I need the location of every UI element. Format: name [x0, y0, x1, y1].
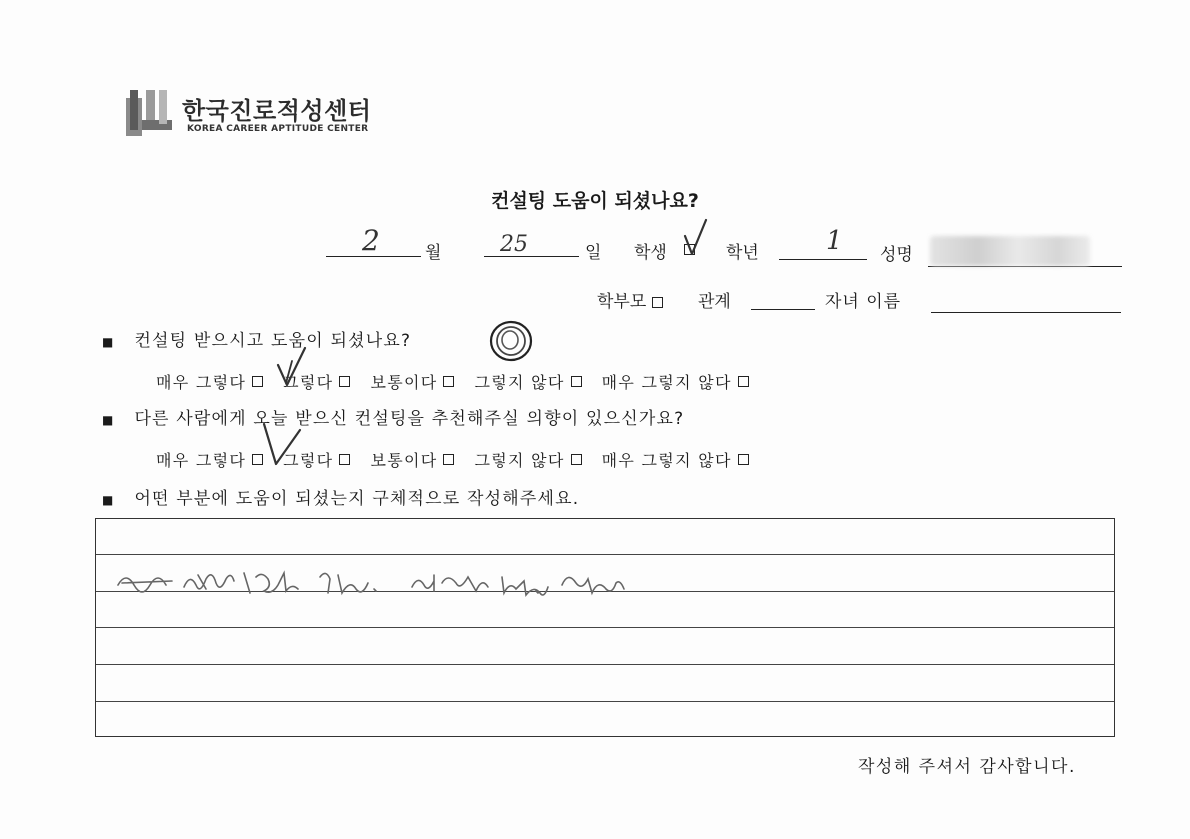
- q1-checkbox-3[interactable]: [443, 376, 454, 387]
- logo-name-korean: 한국진로적성센터: [182, 97, 372, 125]
- q2-checkbox-4[interactable]: [571, 454, 582, 465]
- checkmark-icon: [260, 420, 306, 468]
- bullet-icon: ■: [102, 413, 114, 427]
- q1-checkbox-5[interactable]: [738, 376, 749, 387]
- q2-checkbox-2[interactable]: [339, 454, 350, 465]
- q1-checkbox-1[interactable]: [252, 376, 263, 387]
- q2-option-very-agree[interactable]: 매우 그렇다: [156, 448, 263, 471]
- relation-label: 관계: [698, 292, 731, 312]
- q1-option-very-agree[interactable]: 매우 그렇다: [156, 370, 263, 393]
- bullet-icon: ■: [102, 335, 114, 349]
- q1-option-very-disagree[interactable]: 매우 그렇지 않다: [602, 370, 749, 393]
- grade-label: 학년: [726, 243, 759, 263]
- day-value[interactable]: 25: [500, 232, 528, 257]
- checkmark-icon: [274, 345, 310, 389]
- pencil-scribble-icon: [487, 318, 537, 364]
- redacted-name: [930, 236, 1090, 266]
- month-label: 월: [425, 243, 442, 263]
- form-title: 컨설팅 도움이 되셨나요?: [491, 190, 699, 212]
- answer-line: [96, 554, 1114, 555]
- q2-option-disagree[interactable]: 그렇지 않다: [474, 448, 581, 471]
- q2-checkbox-5[interactable]: [738, 454, 749, 465]
- q1-option-agree[interactable]: 그렇다: [283, 370, 350, 393]
- handwritten-answer-scribble: [116, 563, 656, 603]
- parent-label: 학부모: [597, 287, 663, 312]
- question-3-text: 어떤 부분에 도움이 되셨는지 구체적으로 작성해주세요.: [134, 489, 580, 509]
- day-label: 일: [585, 243, 602, 263]
- question-2-options: [156, 448, 749, 471]
- month-value[interactable]: 2: [362, 224, 380, 257]
- q1-option-neutral[interactable]: 보통이다: [370, 370, 454, 393]
- child-name-label: 자녀 이름: [825, 292, 902, 312]
- student-label: 학생: [634, 243, 667, 263]
- checkmark-icon: [682, 218, 708, 258]
- logo-name-english: KOREA CAREER APTITUDE CENTER: [187, 124, 369, 134]
- q2-checkbox-3[interactable]: [443, 454, 454, 465]
- answer-box[interactable]: [95, 518, 1115, 737]
- grade-value[interactable]: 1: [826, 226, 843, 256]
- answer-line: [96, 701, 1114, 702]
- q2-option-neutral[interactable]: 보통이다: [370, 448, 454, 471]
- q1-checkbox-4[interactable]: [571, 376, 582, 387]
- thanks-message: 작성해 주셔서 감사합니다.: [858, 757, 1076, 777]
- question-3: [102, 484, 579, 509]
- question-1-options: [156, 370, 749, 393]
- question-2: [102, 404, 684, 429]
- logo-mark-icon: [126, 90, 174, 136]
- name-label: 성명: [880, 245, 913, 265]
- bullet-icon: ■: [102, 493, 114, 507]
- q2-option-very-disagree[interactable]: 매우 그렇지 않다: [602, 448, 749, 471]
- question-1: [102, 326, 411, 351]
- relation-underline[interactable]: [751, 309, 815, 310]
- child-name-underline[interactable]: [931, 312, 1121, 313]
- day-underline: [484, 256, 579, 257]
- answer-line: [96, 664, 1114, 665]
- question-1-text: 컨설팅 받으시고 도움이 되셨나요?: [134, 331, 412, 351]
- q1-checkbox-2[interactable]: [339, 376, 350, 387]
- name-underline: [928, 266, 1122, 267]
- parent-checkbox[interactable]: [652, 297, 663, 308]
- q1-option-disagree[interactable]: 그렇지 않다: [474, 370, 581, 393]
- q2-option-agree[interactable]: 그렇다: [283, 448, 350, 471]
- grade-underline: [779, 259, 867, 260]
- question-2-text: 다른 사람에게 오늘 받으신 컨설팅을 추천해주실 의향이 있으신가요?: [134, 409, 685, 429]
- answer-line: [96, 627, 1114, 628]
